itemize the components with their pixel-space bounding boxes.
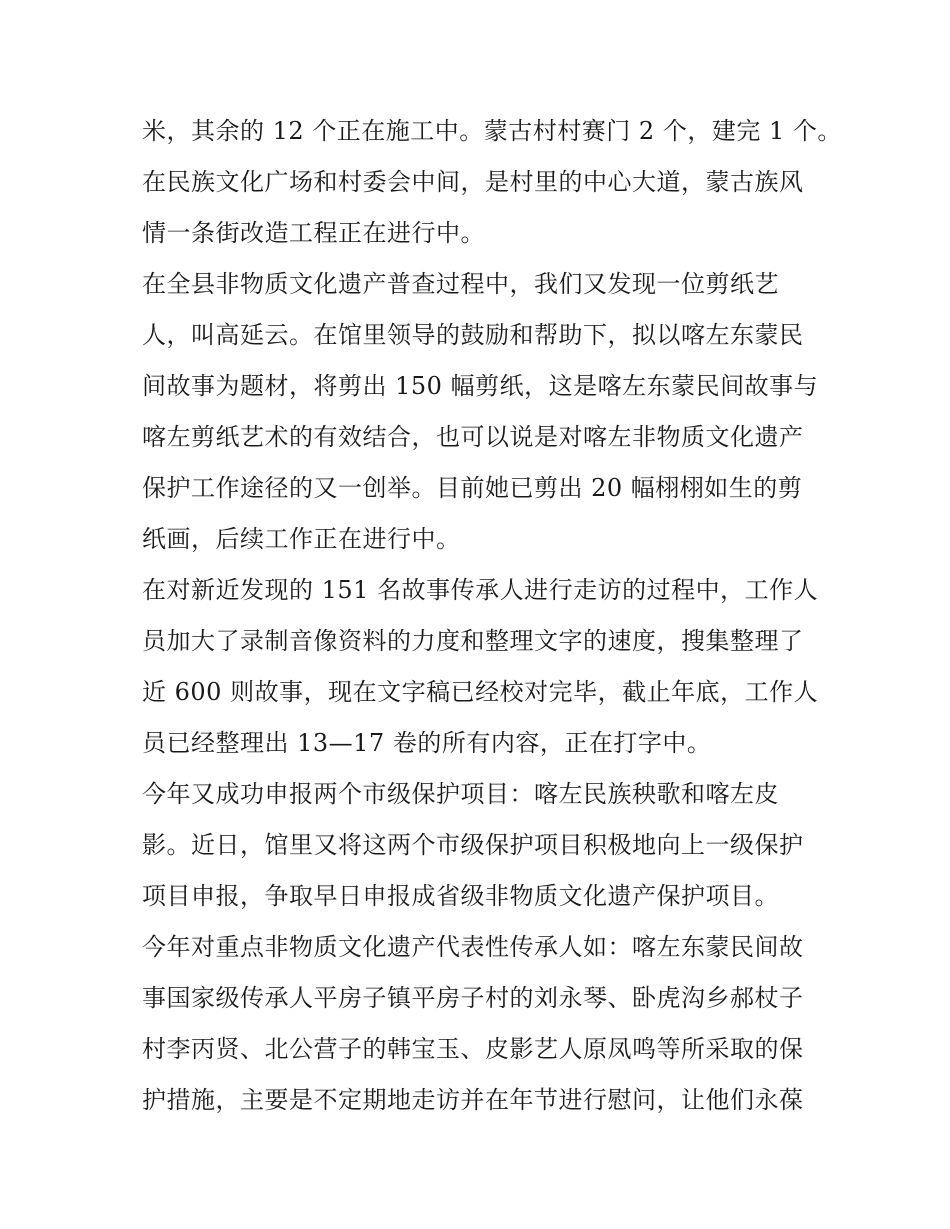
text-line: 近 600 则故事，现在文字稿已经校对完毕，截止年底，工作人 (142, 678, 819, 706)
text-line: 在民族文化广场和村委会中间，是村里的中心大道，蒙古族风 (142, 168, 804, 196)
text-line: 员加大了录制音像资料的力度和整理文字的速度，搜集整理了 (142, 627, 804, 655)
text-line: 间故事为题材，将剪出 150 幅剪纸，这是喀左东蒙民间故事与 (142, 372, 819, 400)
document-body (142, 106, 842, 1126)
text-line: 今年又成功申报两个市级保护项目：喀左民族秧歌和喀左皮 (142, 780, 779, 808)
text-line: 项目申报，争取早日申报成省级非物质文化遗产保护项目。 (142, 882, 779, 910)
text-line: 米，其余的 12 个正在施工中。蒙古村村赛门 2 个，建完 1 个。 (142, 117, 842, 145)
text-line: 在对新近发现的 151 名故事传承人进行走访的过程中，工作人 (142, 576, 819, 604)
text-line: 情一条街改造工程正在进行中。 (142, 219, 485, 247)
text-line: 事国家级传承人平房子镇平房子村的刘永琴、卧虎沟乡郝杖子 (142, 984, 804, 1012)
text-line: 在全县非物质文化遗产普查过程中，我们又发现一位剪纸艺 (142, 270, 779, 298)
text-line: 人，叫高延云。在馆里领导的鼓励和帮助下，拟以喀左东蒙民 (142, 321, 804, 349)
text-line: 影。近日，馆里又将这两个市级保护项目积极地向上一级保护 (142, 831, 804, 859)
text-line: 今年对重点非物质文化遗产代表性传承人如：喀左东蒙民间故 (142, 933, 804, 961)
text-line: 喀左剪纸艺术的有效结合，也可以说是对喀左非物质文化遗产 (142, 423, 804, 451)
text-line: 员已经整理出 13—17 卷的所有内容，正在打字中。 (142, 729, 712, 757)
text-line: 保护工作途径的又一创举。目前她已剪出 20 幅栩栩如生的剪 (142, 474, 803, 502)
text-line: 村李丙贤、北公营子的韩宝玉、皮影艺人原凤鸣等所采取的保 (142, 1035, 804, 1063)
text-line: 护措施，主要是不定期地走访并在年节进行慰问，让他们永葆 (142, 1086, 804, 1114)
text-line: 纸画，后续工作正在进行中。 (142, 525, 461, 553)
